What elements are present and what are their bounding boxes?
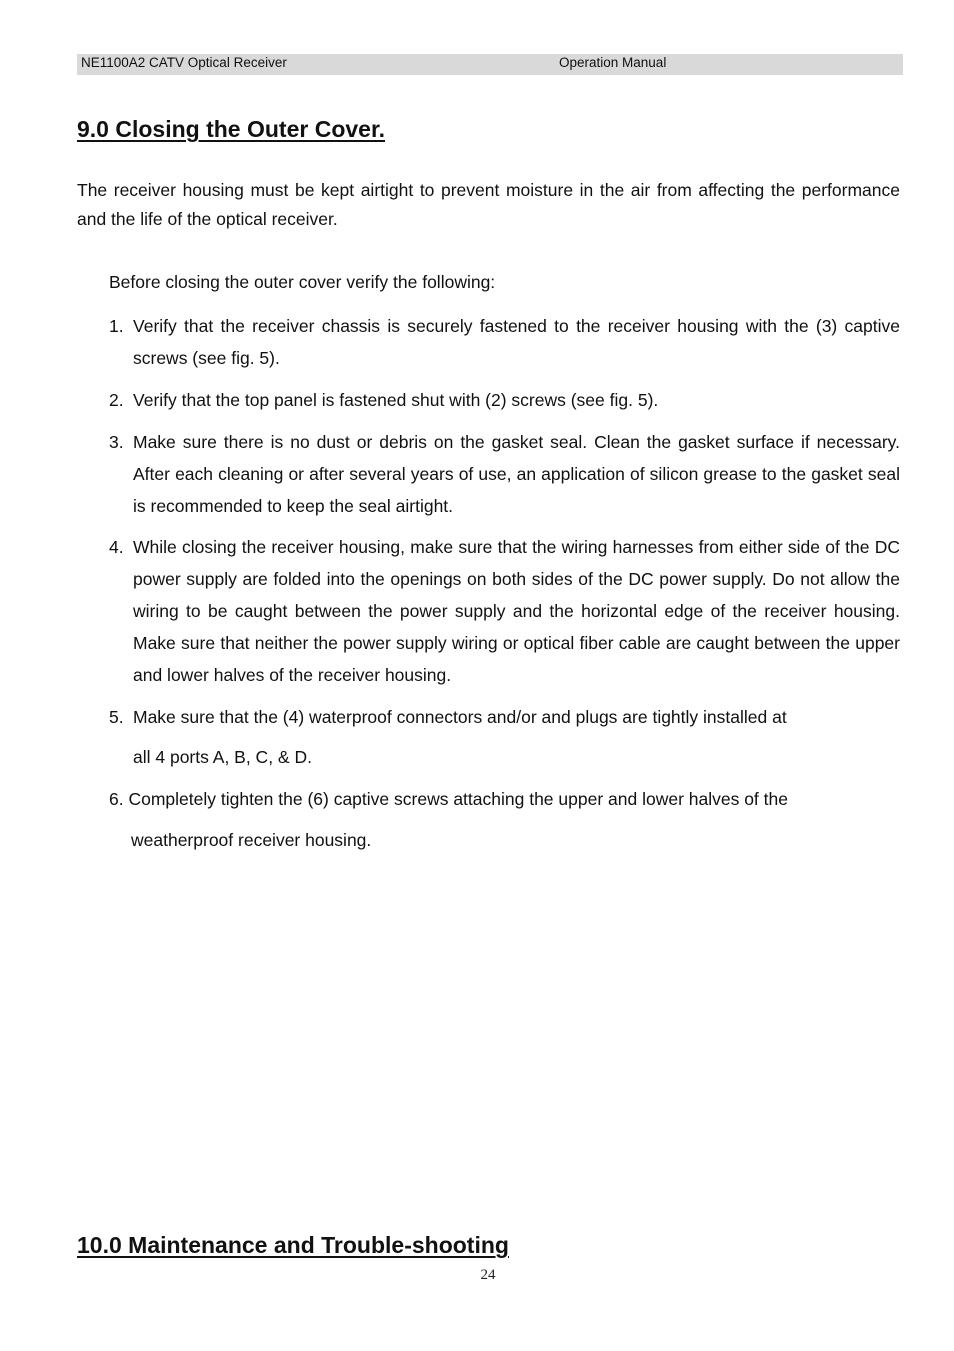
section-10-title: 10.0 Maintenance and Trouble-shooting [77, 1232, 509, 1258]
checklist-item-1 [109, 310, 900, 374]
item-text: While closing the receiver housing, make sure that the wiring harnesses from either side of the DC power supply are folded into the openings on both sides of the DC power supply. Do not allow the wiring to be caught between the power supply and the horizontal edge of the receiver housing. Make sure that neither the power supply wiring or optical fiber cable are caught between the upper and lower halves of the receiver housing. [133, 537, 900, 685]
checklist-item-2 [109, 384, 900, 416]
item-number: 2. [109, 390, 124, 410]
section-9-title: 9.0 Closing the Outer Cover. [77, 116, 386, 142]
item-number: 4. [109, 537, 124, 557]
header-manual-label: Operation Manual [559, 55, 667, 70]
checklist-item-4 [109, 531, 900, 691]
item-text: Verify that the receiver chassis is securely fastened to the receiver housing with the (3) captive screws (see fig. 5). [133, 316, 900, 368]
header-document-title: NE1100A2 CATV Optical Receiver [81, 55, 287, 70]
checklist-item-5 [109, 701, 900, 733]
checklist-lead: Before closing the outer cover verify the following: [109, 272, 496, 292]
item-number: 3. [109, 432, 124, 452]
checklist-item-6: 6. Completely tighten the (6) captive screws attaching the upper and lower halves of the [109, 789, 788, 809]
item-text: Make sure that the (4) waterproof connectors and/or and plugs are tightly installed at [133, 707, 787, 727]
item-text: Make sure there is no dust or debris on the gasket seal. Clean the gasket surface if necessary. After each cleaning or after several years of use, an application of silicon grease to the gasket seal is recommended to keep the seal airtight. [133, 432, 900, 516]
item-number: 5. [109, 707, 124, 727]
item-text: Verify that the top panel is fastened shut with (2) screws (see fig. 5). [133, 390, 659, 410]
intro-paragraph: The receiver housing must be kept airtight to prevent moisture in the air from affecting the performance and the life of the optical receiver. [77, 180, 900, 229]
item-number: 1. [109, 316, 124, 336]
item-5-continuation: all 4 ports A, B, C, & D. [133, 747, 312, 767]
page-number: 24 [480, 1267, 496, 1283]
checklist-item-3 [109, 426, 900, 522]
item-6-continuation: weatherproof receiver housing. [131, 830, 372, 850]
